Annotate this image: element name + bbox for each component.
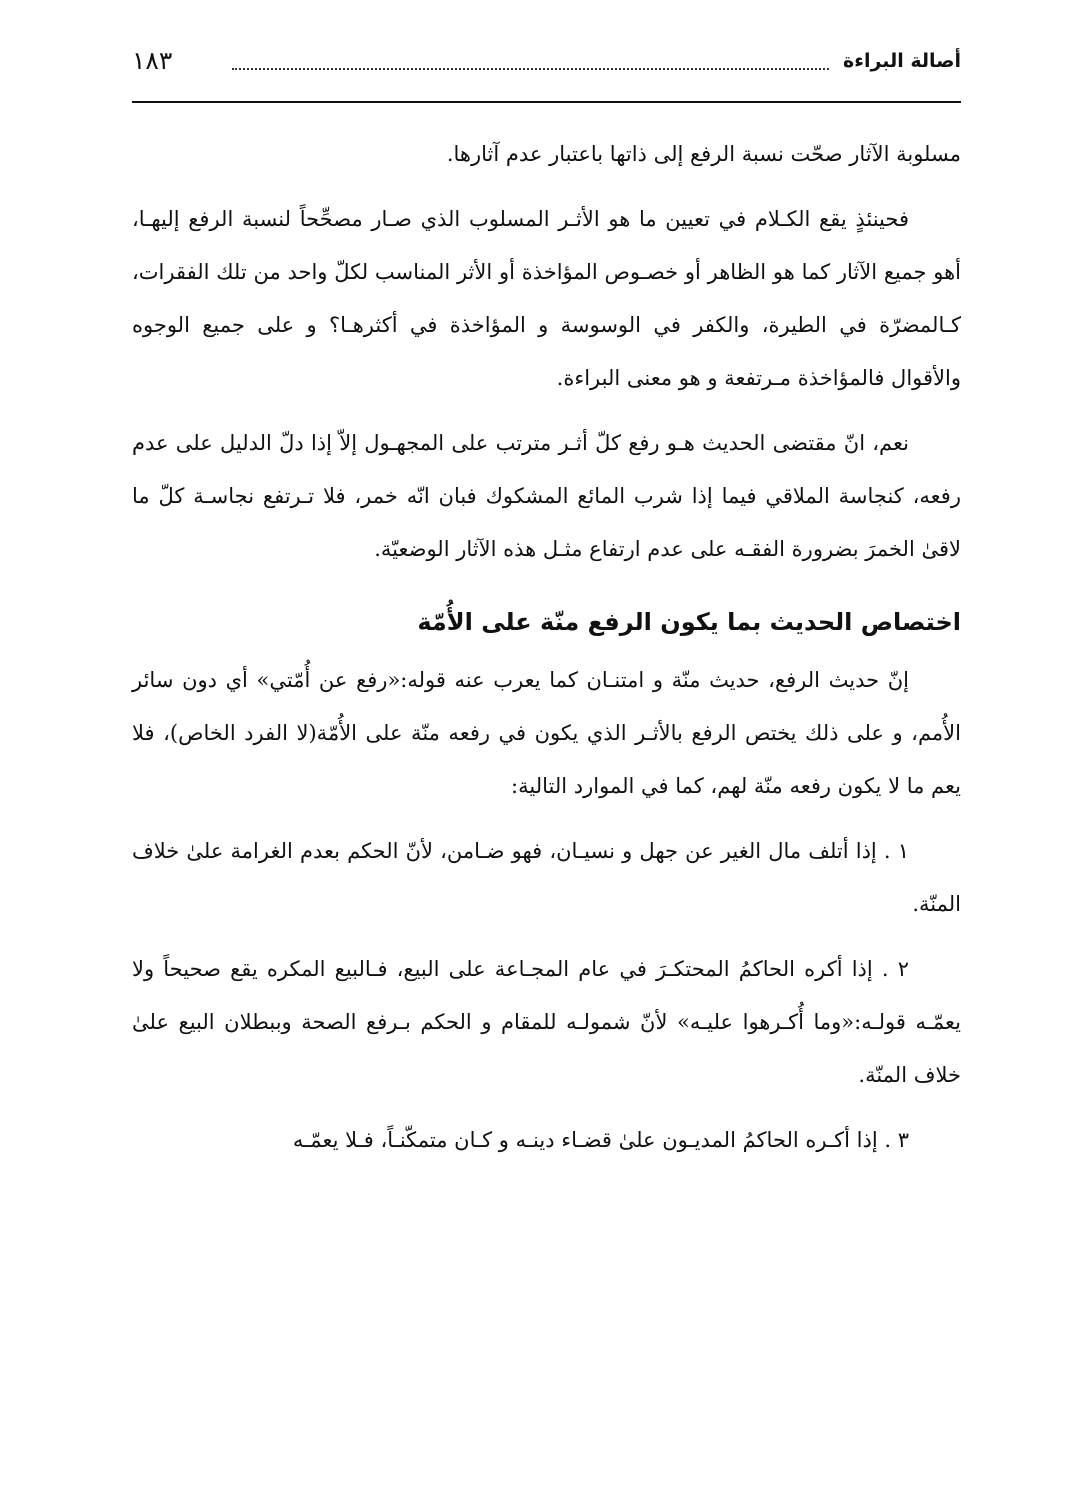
header-rule — [132, 101, 961, 103]
list-item-2: ٢ . إذا أكره الحاكمُ المحتكـرَ في عام المجـاعة على البيع، فـالبيع المكره يقع صحيحاً ولا يعمّـه قولـه:«وما أُكـرهوا عليـه» لأنّ شمولـه للمقام و الحكم بـرفع الصحة وببطلان البيع علىٰ خلاف المنّة. — [132, 957, 961, 1087]
paragraph-4: إنّ حديث الرفع، حديث منّة و امتنـان كما يعرب عنه قوله:«رفع عن أُمّتي» أي دون سائر الأُمم، و على ذلك يختص الرفع بالأثـر الذي يكون في رفعه منّة على الأُمّة(لا الفرد الخاص)، فلا يعم ما لا يكون رفعه منّة لهم، كما في الموارد التالية: — [132, 668, 961, 798]
section-heading: اختصاص الحديث بما يكون الرفع منّة على الأُمّة — [417, 608, 961, 636]
list-item-1: ١ . إذا أتلف مال الغير عن جهل و نسيـان، فهو ضـامن، لأنّ الحكم بعدم الغرامة علىٰ خلاف المنّة. — [132, 839, 961, 916]
paragraph-3: نعم، انّ مقتضى الحديث هـو رفع كلّ أثـر مترتب على المجهـول إلاّ إذا دلّ الدليل على عدم رفعه، كنجاسة الملاقي فيما إذا شرب المائع المشكوك فبان انّه خمر، فلا تـرتفع نجاسـة كلّ ما لاقىٰ الخمرَ بضرورة الفقـه على عدم ارتفاع مثـل هذه الآثار الوضعيّة. — [132, 431, 961, 561]
paragraph-1: مسلوبة الآثار صحّت نسبة الرفع إلى ذاتها باعتبار عدم آثارها. — [446, 142, 961, 166]
running-title: أصالة البراءة — [843, 50, 961, 72]
page-header — [132, 44, 961, 84]
page-body — [132, 128, 961, 1167]
paragraph-2: فحينئذٍ يقع الكـلام في تعيين ما هو الأثـر المسلوب الذي صـار مصحِّحاً لنسبة الرفع إليهـا، أهو جميع الآثار كما هو الظاهر أو خصـوص المؤاخذة أو الأثر المناسب لكلّ واحد من تلك الفقرات، كـالمضرّة في الطيرة، والكفر في الوسوسة و المؤاخذة في أكثرهـا؟ و على جميع الوجوه والأقوال فالمؤاخذة مـرتفعة و هو معنى البراءة. — [132, 207, 961, 390]
page-number: ١٨٣ — [132, 46, 173, 75]
dotted-leader — [232, 68, 829, 70]
list-item-3: ٣ . إذا أكـره الحاكمُ المديـون علىٰ قضـاء دينـه و كـان متمكّنـاً، فـلا يعمّـه — [292, 1128, 909, 1152]
